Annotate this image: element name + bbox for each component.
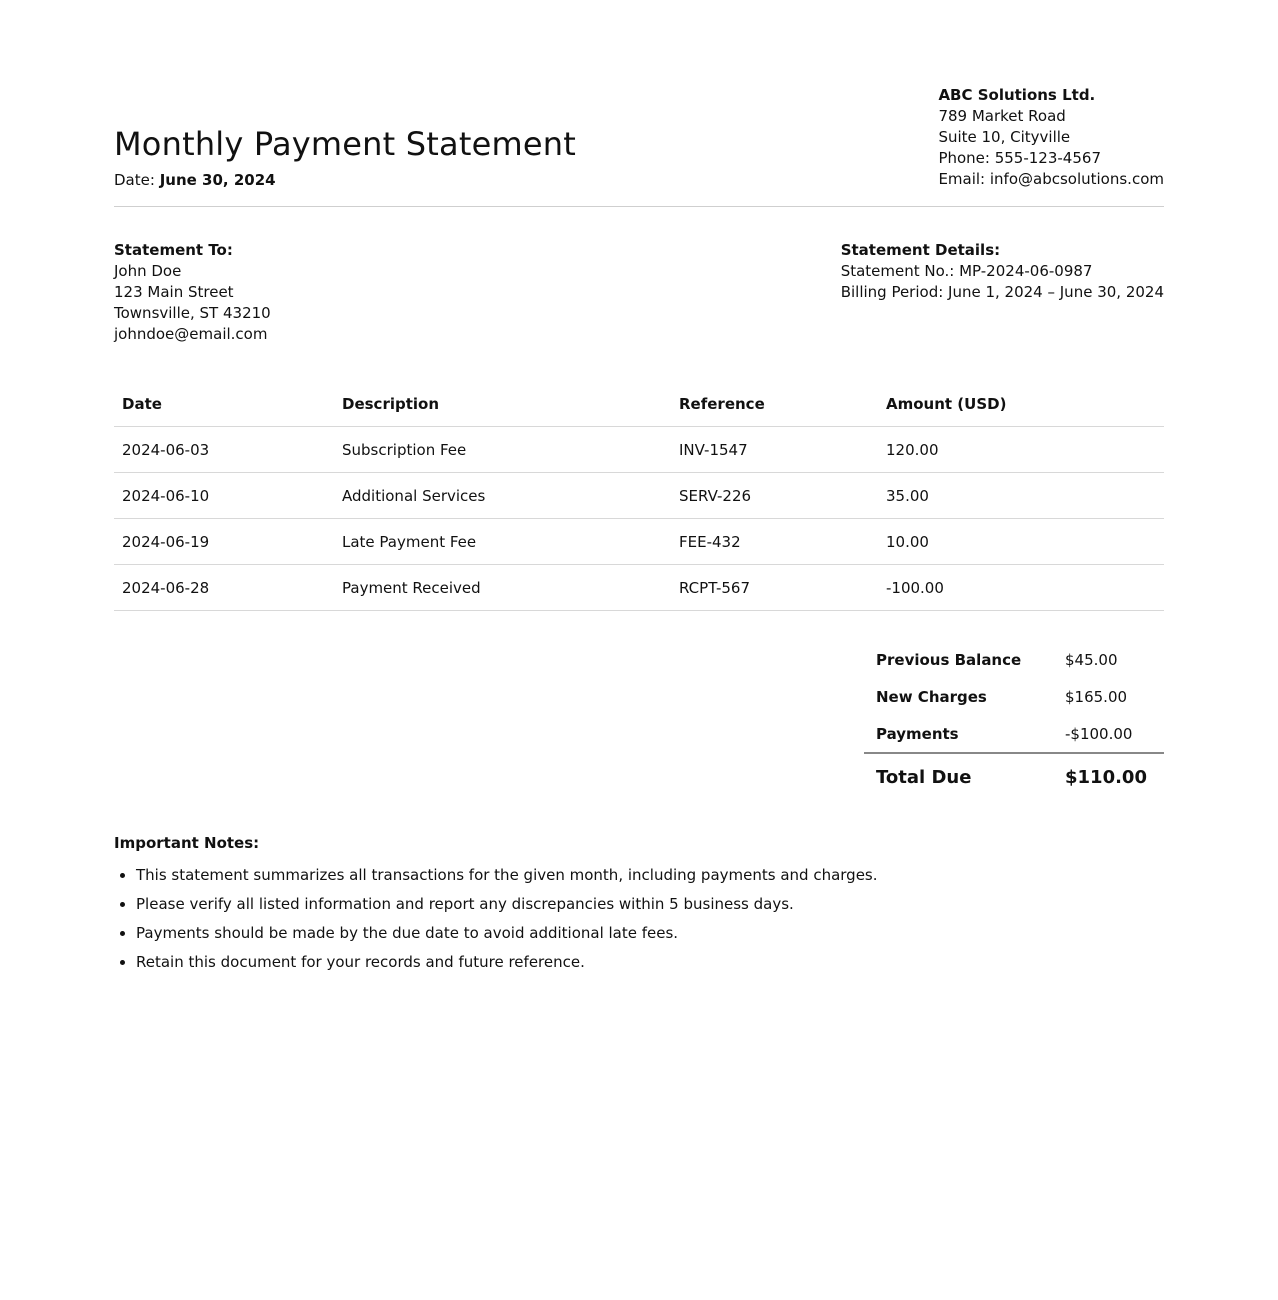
- column-header-description: Description: [334, 381, 671, 427]
- date-value: June 30, 2024: [159, 171, 276, 189]
- customer-street: 123 Main Street: [114, 283, 234, 301]
- billing-period: Billing Period: June 1, 2024 – June 30, 2024: [840, 283, 1164, 301]
- statement-number: Statement No.: MP-2024-06-0987: [840, 262, 1093, 280]
- column-header-amount: Amount (USD): [878, 381, 1164, 427]
- cell-description: Payment Received: [334, 565, 671, 611]
- statement-to: [114, 240, 271, 345]
- cell-reference: FEE-432: [671, 519, 878, 565]
- page-title: Monthly Payment Statement: [114, 125, 576, 163]
- statement-details-label: Statement Details:: [840, 241, 1001, 259]
- cell-description: Late Payment Fee: [334, 519, 671, 565]
- list-item: • Payments should be made by the due date to avoid additional late fees.: [136, 919, 1164, 948]
- cell-amount: 35.00: [878, 473, 1164, 519]
- cell-description: Additional Services: [334, 473, 671, 519]
- important-notes: [114, 833, 1164, 977]
- previous-balance-value: $45.00: [1065, 650, 1118, 669]
- customer-city: Townsville, ST 43210: [114, 304, 271, 322]
- payments-label: Payments: [876, 724, 959, 743]
- table-row: [114, 565, 1164, 611]
- table-header-row: [114, 381, 1164, 427]
- company-address-line2: Suite 10, Cityville: [938, 128, 1071, 146]
- company-email: Email: info@abcsolutions.com: [938, 170, 1164, 188]
- company-name: ABC Solutions Ltd.: [938, 86, 1096, 104]
- statement-details: [841, 240, 1164, 303]
- new-charges-value: $165.00: [1065, 687, 1128, 706]
- date-label: Date:: [114, 171, 155, 189]
- cell-date: 2024-06-28: [114, 565, 334, 611]
- company-address-line1: 789 Market Road: [938, 107, 1066, 125]
- summary-row-total-due: [864, 752, 1164, 800]
- statement-to-label: Statement To:: [114, 241, 233, 259]
- notes-list: [114, 861, 1164, 977]
- transactions-table: [114, 381, 1164, 611]
- company-info: [938, 85, 1164, 190]
- statement-date: [114, 170, 276, 190]
- cell-amount: 10.00: [878, 519, 1164, 565]
- cell-date: 2024-06-10: [114, 473, 334, 519]
- list-item: • This statement summarizes all transactions for the given month, including payments and charges.: [136, 861, 1164, 890]
- cell-reference: INV-1547: [671, 427, 878, 473]
- new-charges-label: New Charges: [876, 687, 987, 706]
- cell-reference: SERV-226: [671, 473, 878, 519]
- statement-page: [114, 0, 1164, 971]
- company-phone: Phone: 555-123-4567: [938, 149, 1101, 167]
- cell-description: Subscription Fee: [334, 427, 671, 473]
- previous-balance-label: Previous Balance: [876, 650, 1022, 669]
- column-header-date: Date: [114, 381, 334, 427]
- notes-heading: Important Notes:: [114, 834, 260, 852]
- payments-value: -$100.00: [1065, 724, 1133, 743]
- total-due-value: $110.00: [1065, 766, 1147, 788]
- summary-row-new-charges: [864, 678, 1164, 715]
- cell-reference: RCPT-567: [671, 565, 878, 611]
- statement-header: [114, 0, 1164, 207]
- cell-amount: 120.00: [878, 427, 1164, 473]
- cell-date: 2024-06-19: [114, 519, 334, 565]
- customer-email: johndoe@email.com: [114, 325, 268, 343]
- summary-row-payments: [864, 715, 1164, 752]
- table-row: [114, 473, 1164, 519]
- balance-summary: [864, 641, 1164, 800]
- cell-amount: -100.00: [878, 565, 1164, 611]
- table-row: [114, 427, 1164, 473]
- table-row: [114, 519, 1164, 565]
- total-due-label: Total Due: [876, 766, 972, 788]
- list-item: • Please verify all listed information and report any discrepancies within 5 business days.: [136, 890, 1164, 919]
- column-header-reference: Reference: [671, 381, 878, 427]
- summary-row-previous-balance: [864, 641, 1164, 678]
- cell-date: 2024-06-03: [114, 427, 334, 473]
- customer-name: John Doe: [114, 262, 182, 280]
- parties-section: [114, 207, 1164, 367]
- list-item: • Retain this document for your records and future reference.: [136, 948, 1164, 977]
